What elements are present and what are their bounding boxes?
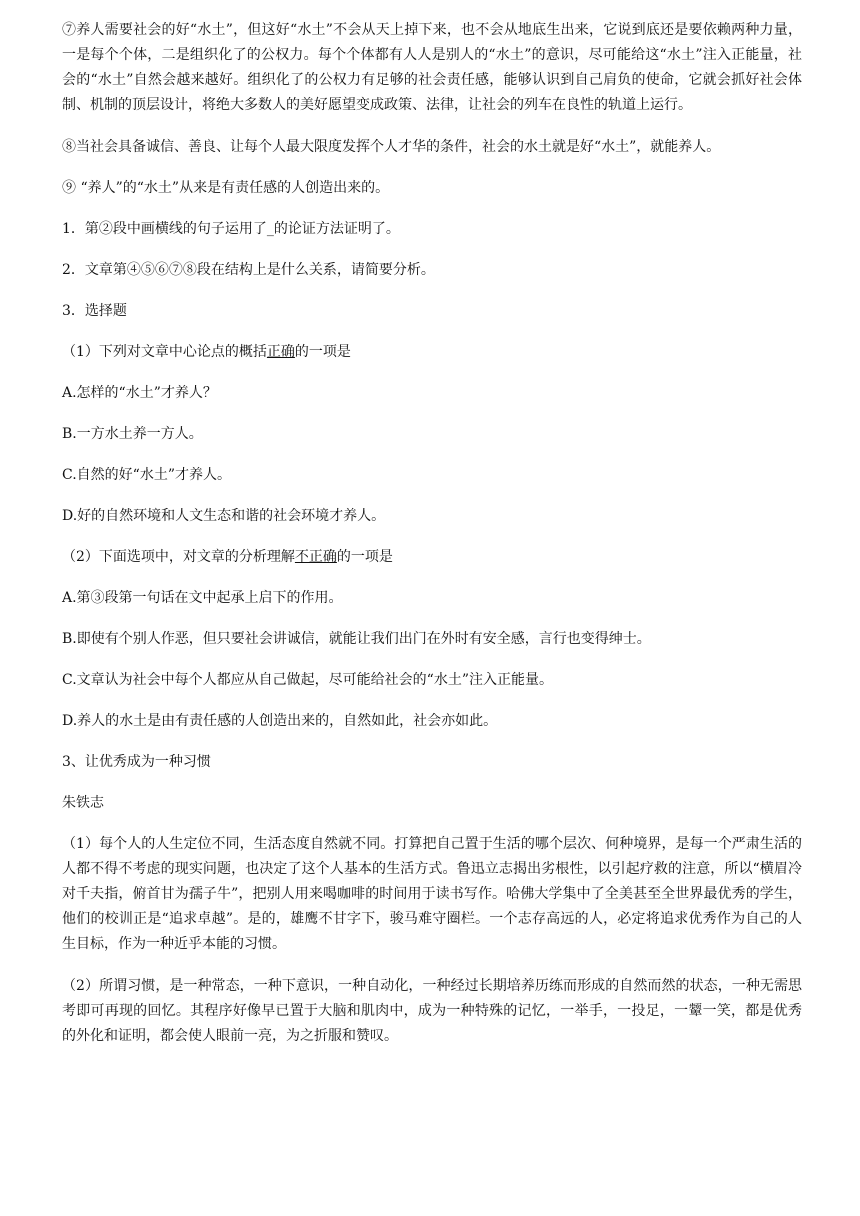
article-paragraph-2: （2）所谓习惯，是一种常态，一种下意识，一种自动化，一种经过长期培养历练而形成的自然而然的状态，一种无需思考即可再现的回忆。其程序好像早已置于大脑和肌肉中，成为一种特殊的记忆，一举手，一投足，一颦一笑，都是优秀的外化和证明，都会使人眼前一亮，为之折服和赞叹。 [62,978,802,1044]
subquestion-2-suffix: 的一项是 [336,549,393,565]
subquestion-2-underlined: 不正确 [294,549,337,565]
subquestion-1-option-d: D.好的自然环境和人文生态和谐的社会环境才养人。 [62,508,386,524]
article-title: 3、让优秀成为一种习惯 [62,754,211,770]
paragraph-9: ⑨ “养人”的“水土”从来是有责任感的人创造出来的。 [62,180,390,196]
article-author: 朱铁志 [62,795,104,811]
article-paragraph-1: （1）每个人的人生定位不同，生活态度自然就不同。打算把自己置于生活的哪个层次、何种境界，是每一个严肃生活的人都不得不考虑的现实问题，也决定了这个人基本的生活方式。鲁迅立志揭出劣根性，以引起疗救的注意，所以“横眉冷对千夫指，俯首甘为孺子牛”，把别人用来喝咖啡的时间用于读书写作。哈佛大学集中了全美甚至全世界最优秀的学生，他们的校训正是“追求卓越”。是的，雄鹰不甘字下，骏马难守圈栏。一个志存高远的人，必定将追求优秀作为自己的人生目标，作为一种近乎本能的习惯。 [62,836,802,952]
paragraph-8: ⑧当社会具备诚信、善良、让每个人最大限度发挥个人才华的条件，社会的水土就是好“水土”，就能养人。 [62,139,721,155]
question-3-heading: 3．选择题 [62,303,127,319]
subquestion-2-option-a: A.第③段第一句话在文中起承上启下的作用。 [62,590,343,606]
subquestion-2-stem [62,545,802,570]
question-2: 2．文章第④⑤⑥⑦⑧段在结构上是什么关系，请简要分析。 [62,262,435,278]
subquestion-2-prefix: （2）下面选项中，对文章的分析理解 [62,549,295,565]
subquestion-2-option-d: D.养人的水土是由有责任感的人创造出来的，自然如此，社会亦如此。 [62,713,498,729]
subquestion-1-underlined: 正确 [266,344,295,360]
subquestion-2-option-c: C.文章认为社会中每个人都应从自己做起，尽可能给社会的“水土”注入正能量。 [62,672,553,688]
subquestion-2-option-b: B.即使有个别人作恶，但只要社会讲诚信，就能让我们出门在外时有安全感，言行也变得绅士。 [62,631,651,647]
subquestion-1-option-b: B.一方水土养一方人。 [62,426,203,442]
subquestion-1-prefix: （1）下列对文章中心论点的概括 [62,344,267,360]
document-page [62,18,802,1066]
paragraph-7: ⑦养人需要社会的好“水土”，但这好“水土”不会从天上掉下来，也不会从地底生出来，它说到底还是要依赖两种力量，一是每个个体，二是组织化了的公权力。每个个体都有人人是别人的“水土”的意识，尽可能给这“水土”注入正能量，社会的“水土”自然会越来越好。组织化了的公权力有足够的社会责任感，能够认识到自己肩负的使命，它就会抓好社会体制、机制的顶层设计，将绝大多数人的美好愿望变成政策、法律，让社会的列车在良性的轨道上运行。 [62,22,802,113]
question-1: 1．第②段中画横线的句子运用了_的论证方法证明了。 [62,221,400,237]
subquestion-1-suffix: 的一项是 [294,344,351,360]
subquestion-1-option-c: C.自然的好“水土”才养人。 [62,467,231,483]
subquestion-1-stem [62,340,802,365]
subquestion-1-option-a: A.怎样的“水土”才养人？ [62,385,217,401]
